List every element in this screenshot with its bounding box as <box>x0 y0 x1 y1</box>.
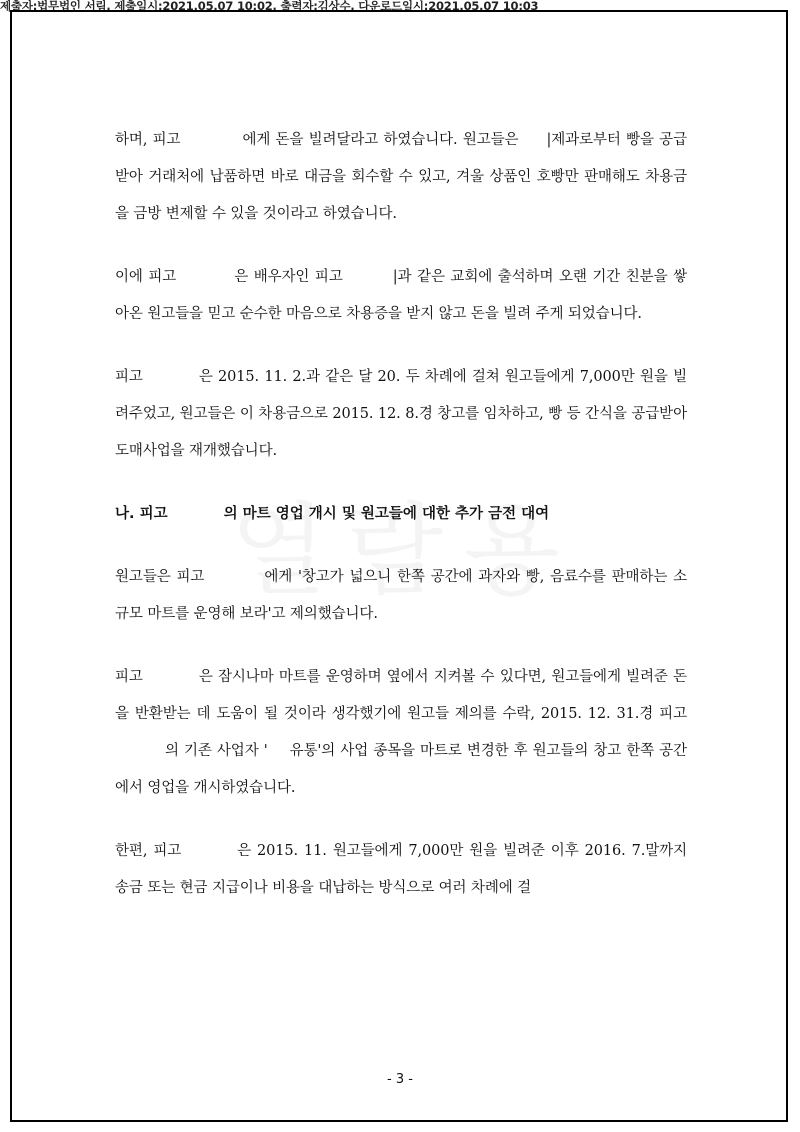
document-header-stamp: 제출자:법무법인 서림, 제출일시:2021.05.07 10:02, 출력자:김상수, 다운로드일시:2021.05.07 10:03 <box>0 0 539 13</box>
paragraph <box>115 559 687 633</box>
paragraph <box>115 259 687 333</box>
paragraph-text: 한편, 피고 <box>115 843 182 859</box>
paragraph-text: 이에 피고 <box>115 269 177 285</box>
page-number: - 3 - <box>387 1072 413 1087</box>
paragraph-text: 유통'의 사업 종목을 마트로 변경한 후 원고들의 창고 한쪽 공간에서 영업을 개시하였습니다. <box>115 743 687 796</box>
paragraph-text: 에게 돈을 빌려달라고 하였습니다. 원고들은 <box>242 132 519 148</box>
paragraph-text: 은 2015. 11. 2.과 같은 달 20. 두 차례에 걸쳐 원고들에게 7,000만 원을 빌려주었고, 원고들은 이 차용금으로 2015. 12. 8.경 창고를 임차하고, 빵 등 간식을 공급받아 도매사업을 재개했습니다. <box>115 369 687 459</box>
paragraph-text: 에게 '창고가 넓으니 한쪽 공간에 과자와 빵, 음료수를 판매하는 소규모 마트를 운영해 보라'고 제의했습니다. <box>115 569 688 622</box>
paragraph-text: |제과로부터 빵을 공급받아 거래처에 납품하면 바로 대금을 회수할 수 있고, 겨울 상품인 호빵만 판매해도 차용금을 금방 변제할 수 있을 것이라고 하였습니다. <box>115 132 687 222</box>
paragraph-text: |과 같은 교회에 출석하며 오랜 기간 친분을 쌓아온 원고들을 믿고 순수한 마음으로 차용증을 받지 않고 돈을 빌려 주게 되었습니다. <box>115 269 687 322</box>
paragraph <box>115 659 687 807</box>
heading-text: 나. 피고 <box>115 506 168 522</box>
paragraph-text: 원고들은 피고 <box>115 569 205 585</box>
paragraph-text: 은 배우자인 피고 <box>234 269 343 285</box>
paragraph-text: 의 기존 사업자 ' <box>165 743 268 759</box>
heading-text: 의 마트 영업 개시 및 원고들에 대한 추가 금전 대여 <box>223 506 550 522</box>
paragraph-text: 은 2015. 11. 원고들에게 7,000만 원을 빌려준 이후 2016. 7.말까지 송금 또는 현금 지급이나 비용을 대납하는 방식으로 여러 차례에 걸 <box>115 843 687 896</box>
paragraph <box>115 359 687 470</box>
paragraph-text: 하며, 피고 <box>115 132 181 148</box>
paragraph <box>115 122 687 233</box>
paragraph-text: 피고 <box>115 669 143 685</box>
document-body <box>115 122 687 907</box>
paragraph-text: 은 잠시나마 마트를 운영하며 옆에서 지켜볼 수 있다면, 원고들에게 빌려준 돈을 반환받는 데 도움이 될 것이라 생각했기에 원고들 제의를 수락, 2015. 12. 31.경 피고 <box>115 669 687 722</box>
section-heading <box>115 496 687 533</box>
paragraph-text: 피고 <box>115 369 143 385</box>
paragraph <box>115 833 687 907</box>
